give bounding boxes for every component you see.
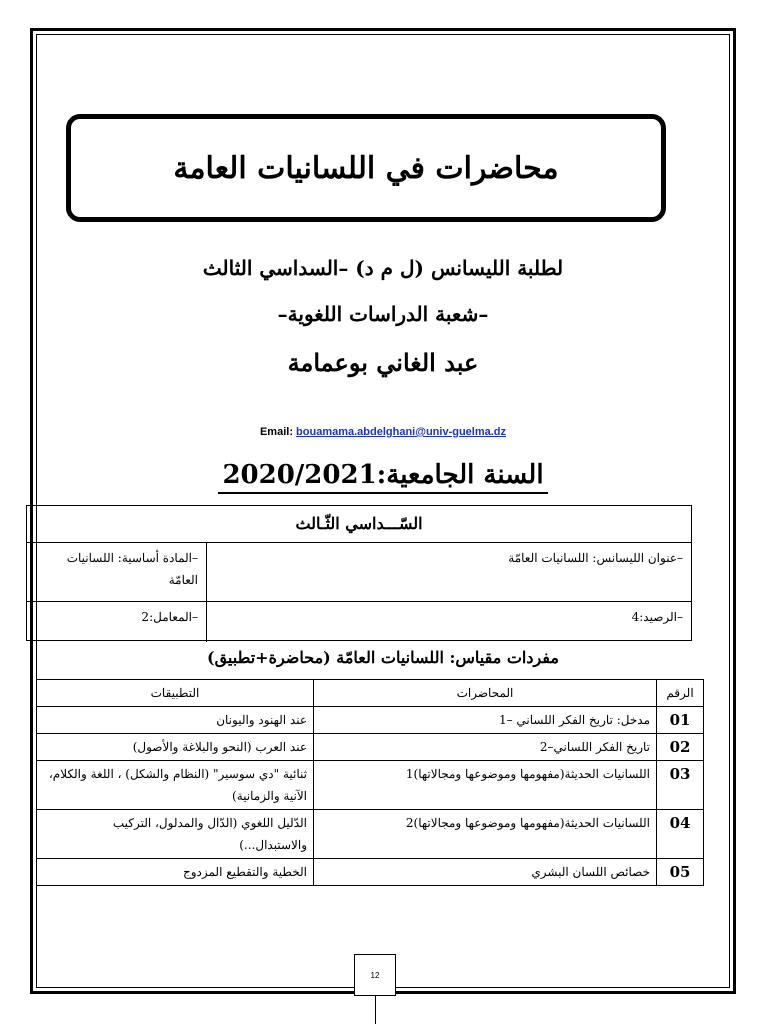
header-applications: التطبيقات [37, 680, 314, 707]
row-lecture: اللسانيات الحديثة(مفهومها وموضوعها ومجالاتها)2 [314, 810, 657, 859]
row-lecture: مدخل: تاريخ الفكر اللساني –1 [314, 707, 657, 734]
row-application: عند العرب (النحو والبلاغة والأصول) [37, 734, 314, 761]
document-title: محاضرات في اللسانيات العامة [66, 114, 666, 222]
modules-title: مفردات مقياس: اللسانيات العامّة (محاضرة+تطبيق) [207, 648, 559, 667]
semester-heading: السّـــداسي الثّـالث [27, 506, 691, 543]
row-lecture: خصائص اللسان البشري [314, 859, 657, 886]
header-lectures: المحاضرات [314, 680, 657, 707]
semester-row [27, 543, 691, 602]
row-number: 04 [657, 810, 704, 859]
row-lecture: اللسانيات الحديثة(مفهومها وموضوعها ومجالاتها)1 [314, 761, 657, 810]
table-row [37, 761, 704, 810]
author-name: عبد الغاني بوعمامة [287, 348, 479, 377]
page-number: 12 [354, 954, 396, 996]
year-value: 2020/2021 [222, 460, 377, 490]
row-number: 05 [657, 859, 704, 886]
table-header-row [37, 680, 704, 707]
semester-info-table [26, 505, 692, 641]
row-application: الدّليل اللغوي (الدّال والمدلول، التركيب والاستبدال...) [37, 810, 314, 859]
row-lecture: تاريخ الفكر اللساني–2 [314, 734, 657, 761]
header-number: الرقم [657, 680, 704, 707]
credits-cell: –الرصيد:4 [206, 602, 691, 642]
email-line [36, 426, 730, 438]
coefficient-cell: –المعامل:2 [141, 610, 198, 624]
syllabus-table [36, 679, 704, 886]
row-application: الخطية والتقطيع المزدوج [37, 859, 314, 886]
row-application: ثنائية "دي سوسير" (النظام والشكل) ، اللغة والكلام، الآنية والزمانية) [37, 761, 314, 810]
table-row [37, 707, 704, 734]
academic-year [36, 460, 730, 494]
academic-year-text [218, 460, 547, 494]
semester-row [27, 602, 691, 642]
row-number: 01 [657, 707, 704, 734]
table-row [37, 859, 704, 886]
table-row [37, 810, 704, 859]
department-line: –شعبة الدراسات اللغوية– [277, 302, 489, 326]
audience-line: لطلبة الليسانس (ل م د) –السداسي الثالث [202, 256, 564, 280]
license-title-cell: –عنوان الليسانس: اللسانيات العامّة [206, 543, 691, 601]
subject-cell: –المادة أساسية: اللسانيات العامّة [66, 551, 198, 587]
year-label: السنة الجامعية: [376, 460, 544, 490]
row-application: عند الهنود واليونان [37, 707, 314, 734]
email-label: Email: [259, 426, 293, 438]
table-row [37, 734, 704, 761]
email-link[interactable]: bouamama.abdelghani@univ-guelma.dz [296, 426, 507, 438]
row-number: 02 [657, 734, 704, 761]
page-number-connector [375, 996, 376, 1024]
row-number: 03 [657, 761, 704, 810]
